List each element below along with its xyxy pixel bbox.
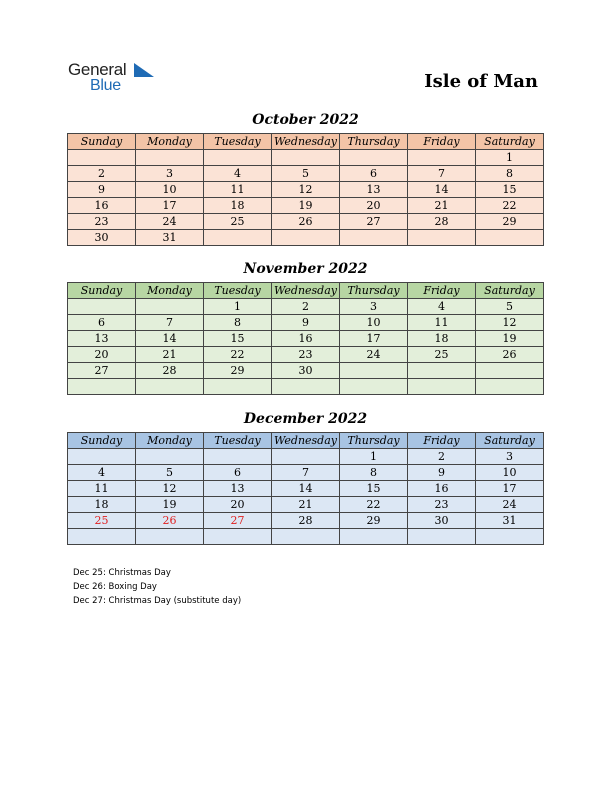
empty-day-cell [408,230,476,246]
day-cell: 1 [476,150,544,166]
empty-day-cell [204,449,272,465]
weekday-header: Saturday [476,283,544,299]
calendar-november [67,282,544,395]
holiday-note: Dec 27: Christmas Day (substitute day) [73,596,242,606]
day-cell: 14 [408,182,476,198]
day-cell: 4 [68,465,136,481]
day-cell: 6 [204,465,272,481]
empty-day-cell [408,363,476,379]
day-cell: 9 [68,182,136,198]
week-row [68,315,544,331]
day-cell: 17 [136,198,204,214]
day-cell: 29 [476,214,544,230]
weekday-header: Wednesday [272,283,340,299]
day-cell: 13 [340,182,408,198]
day-cell: 28 [272,513,340,529]
week-row [68,150,544,166]
holiday-notes [73,566,241,608]
empty-day-cell [136,379,204,395]
day-cell: 1 [340,449,408,465]
day-cell: 10 [136,182,204,198]
holiday-note: Dec 25: Christmas Day [73,568,171,578]
day-cell: 18 [68,497,136,513]
empty-day-cell [136,529,204,545]
day-cell: 12 [136,481,204,497]
day-cell: 22 [476,198,544,214]
day-cell: 6 [68,315,136,331]
day-cell: 10 [476,465,544,481]
empty-day-cell [204,230,272,246]
day-cell: 30 [68,230,136,246]
week-row [68,379,544,395]
day-cell: 4 [204,166,272,182]
day-cell: 16 [408,481,476,497]
day-cell: 18 [408,331,476,347]
weekday-header: Thursday [340,134,408,150]
week-row [68,331,544,347]
day-cell: 19 [272,198,340,214]
day-cell: 28 [408,214,476,230]
day-cell: 2 [272,299,340,315]
weekday-header: Tuesday [204,283,272,299]
day-cell: 25 [204,214,272,230]
day-cell: 22 [340,497,408,513]
day-cell: 2 [68,166,136,182]
day-cell: 15 [476,182,544,198]
generalblue-logo [68,60,168,96]
weekday-header: Saturday [476,433,544,449]
weekday-header: Friday [408,433,476,449]
day-cell: 8 [340,465,408,481]
empty-day-cell [272,379,340,395]
empty-day-cell [136,449,204,465]
holiday-day-cell: 26 [136,513,204,529]
empty-day-cell [68,150,136,166]
week-row [68,182,544,198]
empty-day-cell [340,379,408,395]
day-cell: 6 [340,166,408,182]
day-cell: 14 [136,331,204,347]
day-cell: 15 [340,481,408,497]
day-cell: 3 [476,449,544,465]
holiday-day-cell: 27 [204,513,272,529]
logo-text-blue: Blue [90,77,121,94]
day-cell: 29 [204,363,272,379]
empty-day-cell [204,529,272,545]
weekday-header: Sunday [68,134,136,150]
weekday-header: Wednesday [272,134,340,150]
month-title-october: October 2022 [252,112,359,128]
day-cell: 8 [476,166,544,182]
weekday-header-row [68,433,544,449]
day-cell: 28 [136,363,204,379]
day-cell: 12 [272,182,340,198]
day-cell: 7 [408,166,476,182]
day-cell: 26 [476,347,544,363]
empty-day-cell [204,379,272,395]
weekday-header: Thursday [340,433,408,449]
day-cell: 23 [68,214,136,230]
week-row [68,363,544,379]
day-cell: 21 [136,347,204,363]
day-cell: 5 [476,299,544,315]
weekday-header: Friday [408,134,476,150]
day-cell: 23 [408,497,476,513]
empty-day-cell [340,150,408,166]
day-cell: 24 [136,214,204,230]
day-cell: 16 [68,198,136,214]
day-cell: 7 [136,315,204,331]
week-row [68,449,544,465]
holiday-day-cell: 25 [68,513,136,529]
day-cell: 18 [204,198,272,214]
day-cell: 17 [340,331,408,347]
day-cell: 5 [136,465,204,481]
empty-day-cell [340,529,408,545]
empty-day-cell [68,529,136,545]
weekday-header: Sunday [68,283,136,299]
weekday-header-row [68,283,544,299]
day-cell: 1 [204,299,272,315]
day-cell: 22 [204,347,272,363]
calendar-october [67,133,544,246]
day-cell: 12 [476,315,544,331]
day-cell: 11 [408,315,476,331]
day-cell: 20 [68,347,136,363]
country-title: Isle of Man [424,71,538,92]
empty-day-cell [476,529,544,545]
day-cell: 8 [204,315,272,331]
month-title-december: December 2022 [243,411,368,427]
day-cell: 25 [408,347,476,363]
day-cell: 21 [408,198,476,214]
week-row [68,481,544,497]
day-cell: 3 [136,166,204,182]
day-cell: 7 [272,465,340,481]
weekday-header: Thursday [340,283,408,299]
day-cell: 15 [204,331,272,347]
day-cell: 19 [136,497,204,513]
day-cell: 24 [340,347,408,363]
week-row [68,529,544,545]
week-row [68,198,544,214]
day-cell: 31 [476,513,544,529]
empty-day-cell [136,299,204,315]
day-cell: 11 [204,182,272,198]
weekday-header: Tuesday [204,134,272,150]
week-row [68,230,544,246]
day-cell: 24 [476,497,544,513]
week-row [68,497,544,513]
empty-day-cell [408,529,476,545]
day-cell: 3 [340,299,408,315]
week-row [68,465,544,481]
day-cell: 20 [204,497,272,513]
day-cell: 13 [68,331,136,347]
day-cell: 13 [204,481,272,497]
week-row [68,347,544,363]
month-title-november: November 2022 [243,261,368,277]
day-cell: 23 [272,347,340,363]
day-cell: 9 [408,465,476,481]
weekday-header: Wednesday [272,433,340,449]
empty-day-cell [136,150,204,166]
empty-day-cell [272,449,340,465]
weekday-header: Saturday [476,134,544,150]
empty-day-cell [204,150,272,166]
day-cell: 16 [272,331,340,347]
day-cell: 5 [272,166,340,182]
empty-day-cell [272,529,340,545]
day-cell: 31 [136,230,204,246]
holiday-note: Dec 26: Boxing Day [73,582,157,592]
day-cell: 26 [272,214,340,230]
empty-day-cell [340,230,408,246]
empty-day-cell [68,449,136,465]
empty-day-cell [408,379,476,395]
empty-day-cell [340,363,408,379]
week-row [68,214,544,230]
day-cell: 2 [408,449,476,465]
week-row [68,299,544,315]
day-cell: 11 [68,481,136,497]
logo-triangle-icon [134,63,154,77]
empty-day-cell [476,363,544,379]
day-cell: 29 [340,513,408,529]
empty-day-cell [68,379,136,395]
day-cell: 14 [272,481,340,497]
logo-text-general: General [68,60,127,79]
weekday-header: Sunday [68,433,136,449]
day-cell: 4 [408,299,476,315]
day-cell: 19 [476,331,544,347]
day-cell: 30 [408,513,476,529]
day-cell: 17 [476,481,544,497]
weekday-header: Monday [136,433,204,449]
empty-day-cell [68,299,136,315]
empty-day-cell [272,150,340,166]
calendar-december [67,432,544,545]
day-cell: 30 [272,363,340,379]
empty-day-cell [272,230,340,246]
empty-day-cell [476,230,544,246]
week-row [68,513,544,529]
weekday-header: Friday [408,283,476,299]
day-cell: 21 [272,497,340,513]
weekday-header: Tuesday [204,433,272,449]
day-cell: 9 [272,315,340,331]
empty-day-cell [408,150,476,166]
weekday-header: Monday [136,283,204,299]
day-cell: 27 [340,214,408,230]
week-row [68,166,544,182]
day-cell: 10 [340,315,408,331]
day-cell: 27 [68,363,136,379]
weekday-header: Monday [136,134,204,150]
day-cell: 20 [340,198,408,214]
empty-day-cell [476,379,544,395]
weekday-header-row [68,134,544,150]
